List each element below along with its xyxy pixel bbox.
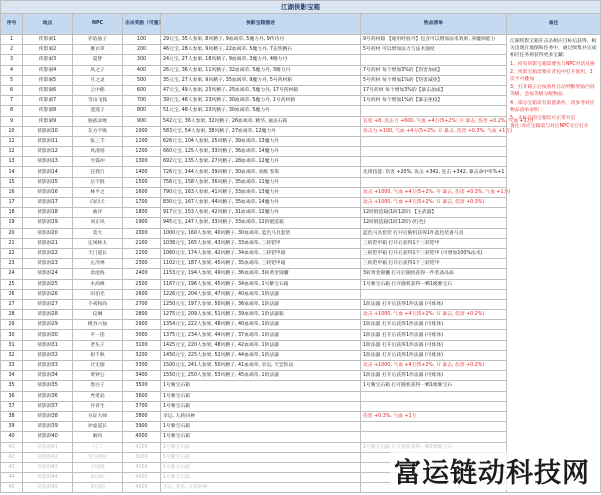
- kill-reward-cell: 2000: [123, 228, 161, 238]
- location-cell: 侠影洞26: [23, 289, 73, 299]
- npc-cell: 任我行: [73, 167, 123, 177]
- npc-cell: 赤焰仙子: [73, 35, 123, 45]
- npc-cell: 林平之: [73, 187, 123, 197]
- header-items: 物品清单: [361, 14, 507, 35]
- description-cell: 51元宝, 48人参果, 23风精子, 30血竭草, 5魔力丹: [161, 106, 361, 116]
- description-cell: 1号紫宝石箱: [161, 442, 361, 452]
- npc-cell: 曲洋: [73, 208, 123, 218]
- description-cell: 幸运, 九转回神: [161, 411, 361, 421]
- items-cell: 三转铠甲箱 打开后获得1个三转铠甲: [361, 238, 507, 248]
- location-cell: 侠影洞34: [23, 371, 73, 381]
- npc-cell: 平一指: [73, 330, 123, 340]
- kill-reward-cell: 2200: [123, 248, 161, 258]
- items-cell: 攻击 +1000, 气血 +4万(5+2%: 开 暴击, 伤害 +0.3%): [361, 198, 507, 208]
- description-cell: 1450元宝, 225人参果, 52风精子, 44血竭草, 1阶法器: [161, 350, 361, 360]
- items-cell: [361, 391, 507, 401]
- description-cell: 1号紫宝石箱: [161, 473, 361, 483]
- description-cell: 1号紫宝石箱: [161, 462, 361, 472]
- kill-reward-cell: 2700: [123, 299, 161, 309]
- npc-cell: 老头子: [73, 340, 123, 350]
- location-cell: 侠影洞30: [23, 330, 73, 340]
- description-cell: 1354元宝, 222人参果, 48风精子, 40血竭草, 1阶法器: [161, 320, 361, 330]
- location-cell: 侠影洞35: [23, 381, 73, 391]
- npc-cell: 祖千秋: [73, 350, 123, 360]
- items-cell: 17号药材 每个增加3%的【暴击加成】: [361, 85, 507, 95]
- kill-reward-cell: 800: [123, 106, 161, 116]
- items-cell: 攻击力 +100, 气血 +4万(5+2%: 开 暴击, 伤害 +0.3%, 气血 +1万): [361, 126, 507, 136]
- description-cell: 1号紫宝石箱: [161, 401, 361, 411]
- items-cell: 攻击 +1000, 气血 +4万(5+2%: 开 暴击, 伤害 +0.2%): [361, 310, 507, 320]
- row-number-cell: 2: [1, 45, 23, 55]
- kill-reward-cell: 2100: [123, 238, 161, 248]
- description-cell: 1153元宝, 194人参果, 49风精子, 36血竭草, 3转黄金锦囊: [161, 269, 361, 279]
- description-cell: 1425元宝, 220人参果, 48风精子, 42血竭草, 1阶法器: [161, 340, 361, 350]
- sheet-title: 江湖侠影宝箱: [1, 1, 601, 14]
- row-number-cell: 37: [1, 401, 23, 411]
- kill-reward-cell: 600: [123, 85, 161, 95]
- description-cell: 756元宝, 158人参果, 36风精子, 35血竭草, 11魔力丹: [161, 177, 361, 187]
- kill-reward-cell: 200: [123, 45, 161, 55]
- kill-reward-cell: 1400: [123, 167, 161, 177]
- row-number-cell: 42: [1, 452, 23, 462]
- location-cell: 侠影洞44: [23, 473, 73, 483]
- row-number-cell: 29: [1, 320, 23, 330]
- items-cell: 1阶法器 打开后获得1件法器 (可炼体): [361, 330, 507, 340]
- npc-cell: 田伯光: [73, 289, 123, 299]
- row-number-cell: 39: [1, 422, 23, 432]
- npc-cell: 解风: [73, 432, 123, 442]
- npc-cell: 仪琳: [73, 310, 123, 320]
- table-row: [1, 35, 601, 45]
- kill-reward-cell: 3000: [123, 330, 161, 340]
- note-line: 备注:对应宝箱需与对应NPC交互打开: [510, 124, 589, 130]
- header-row: [1, 14, 601, 35]
- description-cell: 1号紫宝石箱: [161, 391, 361, 401]
- location-cell: 侠影洞24: [23, 269, 73, 279]
- notes-cell: [507, 35, 601, 493]
- row-number-cell: 21: [1, 238, 23, 248]
- description-cell: 1号紫宝石箱: [161, 432, 361, 442]
- location-cell: 侠影洞43: [23, 462, 73, 472]
- location-cell: 侠影洞27: [23, 299, 73, 309]
- location-cell: 侠影洞40: [23, 432, 73, 442]
- items-cell: 9号药材箱 【通用经验丹】包含可以增加法术效果, 养魔师能力: [361, 35, 507, 45]
- description-cell: 830元宝, 167人参果, 44风精子, 35血竭草, 14魔力丹: [161, 198, 361, 208]
- description-cell: 39元宝, 48人参果, 23风精子, 30血竭草, 5魔力丹, 1号药材箱: [161, 96, 361, 106]
- location-cell: 侠影洞15: [23, 177, 73, 187]
- row-number-cell: 23: [1, 259, 23, 269]
- title-row: [1, 1, 601, 14]
- header-description: 侠影宝箱描述: [161, 14, 361, 35]
- npc-cell: 向问天: [73, 198, 123, 208]
- items-cell: 12阶锻造箱(1阶12阶) (红色): [361, 218, 507, 228]
- items-cell: 先锋技能: 伤害 +20%, 攻击 +342, 连击 +342, 暴击命中率%+1: [361, 167, 507, 177]
- row-number-cell: 20: [1, 228, 23, 238]
- npc-cell: 黑白子: [73, 381, 123, 391]
- npc-cell: 秃笔翁: [73, 391, 123, 401]
- npc-cell: 辛国梁: [73, 462, 123, 472]
- items-cell: 三转铠甲箱 打开后获得1个三转铠甲 (可增加100%法术): [361, 248, 507, 258]
- description-cell: 626元宝, 104人参果, 25风精子, 39血竭草, 13魔力丹: [161, 136, 361, 146]
- description-cell: 24元宝, 27人参果, 18风精子, 9血竭草, 3魔力丹, 4精力丹: [161, 55, 361, 65]
- items-cell: [361, 289, 507, 299]
- npc-cell: 木高峰: [73, 279, 123, 289]
- row-number-cell: 33: [1, 361, 23, 371]
- row-number-cell: 17: [1, 198, 23, 208]
- row-number-cell: 26: [1, 289, 23, 299]
- row-number-cell: 27: [1, 299, 23, 309]
- npc-cell: 岳不群: [73, 177, 123, 187]
- description-cell: 1250元宝, 197人参果, 50风精子, 36血竭草, 1阶法器: [161, 299, 361, 309]
- row-number-cell: 13: [1, 157, 23, 167]
- description-cell: 1550元宝, 250人参果, 53风精子, 45血竭草, 1阶法器: [161, 371, 361, 381]
- location-cell: 侠影洞38: [23, 411, 73, 421]
- note-line: 3、打开箱子后按条件自动判断奖励内容等级，会按等级分配物品: [510, 85, 595, 98]
- row-number-cell: 1: [1, 35, 23, 45]
- items-cell: 1号紫宝石箱 打开随机获得一颗1级紫宝石: [361, 442, 507, 452]
- kill-reward-cell: 1500: [123, 177, 161, 187]
- location-cell: 侠影洞28: [23, 310, 73, 320]
- location-cell: 侠影洞8: [23, 106, 73, 116]
- description-cell: 46元宝, 28人参果, 9风精子, 22血竭草, 5魔力丹, 7玄铁精石: [161, 45, 361, 55]
- npc-cell: 雪山飞狐: [73, 96, 123, 106]
- note-line: 4、部分宝箱需有前置条件，请参考对应物品清单说明: [510, 100, 595, 113]
- kill-reward-cell: 4500: [123, 483, 161, 493]
- location-cell: 侠影洞3: [23, 55, 73, 65]
- npc-cell: 逍遥子: [73, 106, 123, 116]
- npc-cell: 天门道长: [73, 248, 123, 258]
- items-cell: 三转铠甲箱 打开后获得1个三转铠甲: [361, 259, 507, 269]
- npc-cell: 白二: [73, 442, 123, 452]
- items-cell: 1阶法器 打开后获得1件法器 (可炼体): [361, 350, 507, 360]
- description-cell: 1275元宝, 209人参果, 51风精子, 39血竭草, 1阶法器箱: [161, 310, 361, 320]
- location-cell: 侠影洞41: [23, 442, 73, 452]
- npc-cell: 东方不败: [73, 126, 123, 136]
- items-cell: 1号紫宝石箱 打开随机获得一颗1级紫宝石: [361, 381, 507, 391]
- description-cell: 35元宝, 27人参果, 9风精子, 35血竭草, 9魔力丹, 5号药材箱: [161, 75, 361, 85]
- header-location: 地点: [23, 14, 73, 35]
- description-cell: 1060元宝, 174人参果, 42风精子, 34血竭草, 三转铠甲箱: [161, 248, 361, 258]
- kill-reward-cell: 2500: [123, 279, 161, 289]
- npc-cell: 左冷禅: [73, 259, 123, 269]
- row-number-cell: 16: [1, 187, 23, 197]
- kill-reward-cell: 500: [123, 75, 161, 85]
- kill-reward-cell: 1100: [123, 136, 161, 146]
- row-number-cell: 6: [1, 85, 23, 95]
- row-number-cell: 45: [1, 483, 23, 493]
- items-cell: 攻击 +1000, 气血 +4万(5+2%: 开 暴击, 伤害 +0.3%, 气血 +1万): [361, 187, 507, 197]
- header-no: 序号: [1, 14, 23, 35]
- location-cell: 侠影洞10: [23, 126, 73, 136]
- row-number-cell: 25: [1, 279, 23, 289]
- location-cell: 侠影洞16: [23, 187, 73, 197]
- kill-reward-cell: 1800: [123, 208, 161, 218]
- row-number-cell: 35: [1, 381, 23, 391]
- npc-cell: 黄钟公: [73, 371, 123, 381]
- location-cell: 侠影洞19: [23, 218, 73, 228]
- description-cell: 1226元宝, 204人参果, 47风精子, 40血竭草, 1阶法器: [161, 289, 361, 299]
- row-number-cell: 8: [1, 106, 23, 116]
- npc-cell: 张三丰: [73, 136, 123, 146]
- items-cell: 1阶法器 打开后获得1件法器 (可炼体): [361, 299, 507, 309]
- row-number-cell: 24: [1, 269, 23, 279]
- kill-reward-cell: 1700: [123, 198, 161, 208]
- location-cell: 侠影洞31: [23, 340, 73, 350]
- description-cell: 1375元宝, 234人参果, 44风精子, 37血竭草, 1阶法器: [161, 330, 361, 340]
- kill-reward-cell: 700: [123, 96, 161, 106]
- npc-cell: 觉月禅师: [73, 452, 123, 462]
- description-cell: 幸运, 鉴饰, 九转回神: [161, 483, 361, 493]
- header-notes: 备注: [507, 14, 601, 35]
- location-cell: 侠影洞42: [23, 452, 73, 462]
- row-number-cell: 31: [1, 340, 23, 350]
- location-cell: 侠影洞6: [23, 85, 73, 95]
- npc-cell: 独孤求败: [73, 116, 123, 126]
- items-cell: [361, 401, 507, 411]
- description-cell: 692元宝, 135人参果, 27风精子, 28血竭草, 12魔力丹: [161, 157, 361, 167]
- items-cell: 5号药材 可以增加法力与法术强度: [361, 45, 507, 55]
- npc-cell: 定闲师太: [73, 238, 123, 248]
- row-number-cell: 38: [1, 411, 23, 421]
- description-cell: 726元宝, 144人参果, 39风精子, 30血竭草, 高级 鉴饰: [161, 167, 361, 177]
- kill-reward-cell: 1000: [123, 126, 161, 136]
- kill-reward-cell: 1900: [123, 218, 161, 228]
- items-cell: [361, 106, 507, 116]
- kill-reward-cell: 3400: [123, 371, 161, 381]
- kill-reward-cell: 4400: [123, 473, 161, 483]
- description-cell: 1号紫宝石箱: [161, 381, 361, 391]
- row-number-cell: 34: [1, 371, 23, 381]
- location-cell: 侠影洞22: [23, 248, 73, 258]
- row-number-cell: 22: [1, 248, 23, 258]
- items-cell: [361, 147, 507, 157]
- row-number-cell: 43: [1, 462, 23, 472]
- description-cell: 917元宝, 153人参果, 42风精子, 31血竭草, 12魔力丹: [161, 208, 361, 218]
- kill-reward-cell: 4000: [123, 432, 161, 442]
- kill-reward-cell: 4300: [123, 462, 161, 472]
- npc-cell: 月之灵: [73, 75, 123, 85]
- description-cell: 790元宝, 163人参果, 41风精子, 33血竭草, 13魔力丹: [161, 187, 361, 197]
- items-cell: 1阶法器 打开后获得1件法器 (可炼体): [361, 320, 507, 330]
- row-number-cell: 32: [1, 350, 23, 360]
- npc-cell: 风清扬: [73, 147, 123, 157]
- npc-cell: 不戒和尚: [73, 299, 123, 309]
- description-cell: 945元宝, 147人参果, 33风精子, 33血竭草, 12阶锻造箱: [161, 218, 361, 228]
- npc-cell: 方证大师: [73, 411, 123, 421]
- description-cell: 29元宝, 35人参果, 8风精子, 9血竭草, 5魔力丹, 9传功丹: [161, 35, 361, 45]
- row-number-cell: 41: [1, 442, 23, 452]
- npc-cell: 丹青生: [73, 401, 123, 411]
- location-cell: 侠影洞37: [23, 401, 73, 411]
- row-number-cell: 10: [1, 126, 23, 136]
- kill-reward-cell: 2900: [123, 320, 161, 330]
- row-number-cell: 12: [1, 147, 23, 157]
- description-cell: 47元宝, 49人参果, 23风精子, 25血竭草, 5魔力丹, 17号药材箱: [161, 85, 361, 95]
- kill-reward-cell: 3100: [123, 340, 161, 350]
- location-cell: 侠影洞17: [23, 198, 73, 208]
- description-cell: 542元宝, 36人参果, 32风精子, 26血竭草, 精华, 通灵石箱: [161, 116, 361, 126]
- items-cell: 长度 +8, 攻击力 +600, 气血 +4万(5+2%: 开 暴击, 伤害 +0.2%, 气血 +1万): [361, 116, 507, 126]
- npc-cell: 黄国柏: [73, 483, 123, 493]
- description-cell: 1000元宝, 160人参果, 40风精子, 30血竭草, 蓝色马具套装: [161, 228, 361, 238]
- items-cell: 1阶法器 打开后获得1件法器 (可炼体): [361, 371, 507, 381]
- kill-reward-cell: 4200: [123, 452, 161, 462]
- items-cell: [361, 136, 507, 146]
- note-line: 1、持有侠影宝箱需要先与NPC对话兑换: [510, 61, 595, 67]
- location-cell: 侠影洞29: [23, 320, 73, 330]
- location-cell: 侠影洞14: [23, 167, 73, 177]
- header-npc: NPC: [73, 14, 123, 35]
- kill-reward-cell: 2400: [123, 269, 161, 279]
- npc-cell: 莫大: [73, 228, 123, 238]
- description-cell: 583元宝, 54人参果, 38风精子, 27血竭草, 12魔力丹: [161, 126, 361, 136]
- items-cell: 攻击 +1000, 气血 +4万(5+2%: 开 暴击, 伤害 +0.2%): [361, 361, 507, 371]
- items-cell: 1号紫宝石箱 打开随机获得一颗1级紫宝石: [361, 279, 507, 289]
- note-line: 5、未标注的宝箱均可正常开启: [510, 115, 576, 121]
- row-number-cell: 36: [1, 391, 23, 401]
- location-cell: 侠影洞12: [23, 147, 73, 157]
- items-cell: [361, 55, 507, 65]
- location-cell: 侠影洞45: [23, 483, 73, 493]
- kill-reward-cell: 2300: [123, 259, 161, 269]
- header-kill-reward: 击杀奖励（可重）: [123, 14, 161, 35]
- kill-reward-cell: 900: [123, 116, 161, 126]
- items-cell: [361, 422, 507, 432]
- npc-cell: 易国梓: [73, 473, 123, 483]
- kill-reward-cell: 300: [123, 55, 161, 65]
- row-number-cell: 30: [1, 330, 23, 340]
- row-number-cell: 7: [1, 96, 23, 106]
- row-number-cell: 19: [1, 218, 23, 228]
- row-number-cell: 14: [1, 167, 23, 177]
- items-cell: 5号药材 每个增加1%的【伤害减免】: [361, 75, 507, 85]
- location-cell: 侠影洞18: [23, 208, 73, 218]
- location-cell: 侠影洞7: [23, 96, 73, 106]
- location-cell: 侠影洞13: [23, 157, 73, 167]
- row-number-cell: 40: [1, 432, 23, 442]
- kill-reward-cell: 400: [123, 65, 161, 75]
- kill-reward-cell: 3600: [123, 391, 161, 401]
- npc-cell: 桃谷六仙: [73, 320, 123, 330]
- row-number-cell: 3: [1, 55, 23, 65]
- row-number-cell: 44: [1, 473, 23, 483]
- location-cell: 侠影洞9: [23, 116, 73, 126]
- row-number-cell: 11: [1, 136, 23, 146]
- location-cell: 侠影洞4: [23, 65, 73, 75]
- items-cell: [361, 432, 507, 442]
- description-cell: 660元宝, 125人参果, 33风精子, 36血竭草, 14魔力丹: [161, 147, 361, 157]
- npc-cell: 刘正风: [73, 218, 123, 228]
- description-cell: 1号紫宝石箱: [161, 452, 361, 462]
- row-number-cell: 5: [1, 75, 23, 85]
- items-cell: 1号药材 每个增加1%的【暴击免疫】: [361, 96, 507, 106]
- npc-cell: 计无施: [73, 361, 123, 371]
- kill-reward-cell: 3500: [123, 381, 161, 391]
- kill-reward-cell: 2800: [123, 310, 161, 320]
- kill-reward-cell: 4100: [123, 442, 161, 452]
- row-number-cell: 15: [1, 177, 23, 187]
- location-cell: 侠影洞20: [23, 228, 73, 238]
- note-line: 江湖侠影宝箱在击杀相应目标后获得，相关出现在地图和任务中，通过收集并完成相应任务将获得更多宝藏：: [510, 39, 597, 59]
- location-cell: 侠影洞5: [23, 75, 73, 85]
- kill-reward-cell: 2600: [123, 289, 161, 299]
- location-cell: 侠影洞25: [23, 279, 73, 289]
- items-cell: 12阶锻造箱(1阶12阶) 【主武器】: [361, 208, 507, 218]
- items-cell: [361, 177, 507, 187]
- description-cell: 1038元宝, 165人参果, 43风精子, 33血竭草, 三转铠甲: [161, 238, 361, 248]
- row-number-cell: 9: [1, 116, 23, 126]
- items-cell: 7号药材 每个增加3%的【伤害加成】: [361, 65, 507, 75]
- items-cell: 蓝色马具套装 打开后随机获得1件蓝色装备马具: [361, 228, 507, 238]
- location-cell: 侠影洞11: [23, 136, 73, 146]
- items-cell: [361, 157, 507, 167]
- items-cell: 1阶法器 打开后获得1件法器 (可炼体): [361, 340, 507, 350]
- description-cell: 1102元宝, 187人参果, 45风精子, 35血竭草, 三转铠甲箱: [161, 259, 361, 269]
- kill-reward-cell: 3700: [123, 401, 161, 411]
- description-cell: 1167元宝, 196人参果, 45风精子, 34血竭草, 1号紫宝石箱: [161, 279, 361, 289]
- items-cell: 伤害 +0.3%, 气血 +1万: [361, 411, 507, 421]
- description-cell: 26元宝, 36人参果, 11风精子, 32血竭草, 5魔力丹, 3精力丹: [161, 65, 361, 75]
- npc-cell: 夏梦: [73, 55, 123, 65]
- row-number-cell: 4: [1, 65, 23, 75]
- kill-reward-cell: 3300: [123, 361, 161, 371]
- npc-cell: 云中鹤: [73, 85, 123, 95]
- location-cell: 侠影洞23: [23, 259, 73, 269]
- watermark: 富运链动科技网: [390, 451, 594, 490]
- items-cell: 3转黄金锦囊 打开后随机获得一件装备品质: [361, 269, 507, 279]
- location-cell: 侠影洞21: [23, 238, 73, 248]
- location-cell: 侠影洞32: [23, 350, 73, 360]
- kill-reward-cell: 1600: [123, 187, 161, 197]
- kill-reward-cell: 3900: [123, 422, 161, 432]
- row-number-cell: 28: [1, 310, 23, 320]
- kill-reward-cell: 3800: [123, 411, 161, 421]
- npc-cell: 令狐冲: [73, 157, 123, 167]
- description-cell: 1号紫宝石箱: [161, 422, 361, 432]
- row-number-cell: 18: [1, 208, 23, 218]
- kill-reward-cell: 1300: [123, 157, 161, 167]
- npc-cell: 薰衣草: [73, 45, 123, 55]
- kill-reward-cell: 100: [123, 35, 161, 45]
- note-line: 2、侠影宝箱需要在背包中打开使用，1次不可叠加: [510, 69, 593, 82]
- kill-reward-cell: 3200: [123, 350, 161, 360]
- location-cell: 侠影洞2: [23, 45, 73, 55]
- location-cell: 侠影洞39: [23, 422, 73, 432]
- npc-cell: 风之子: [73, 65, 123, 75]
- location-cell: 侠影洞36: [23, 391, 73, 401]
- npc-cell: 冲虚道长: [73, 422, 123, 432]
- description-cell: 1500元宝, 241人参果, 50风精子, 41血竭草, 幸运, 天罡阵法: [161, 361, 361, 371]
- kill-reward-cell: 1200: [123, 147, 161, 157]
- npc-cell: 余沧海: [73, 269, 123, 279]
- location-cell: 侠影洞1: [23, 35, 73, 45]
- location-cell: 侠影洞33: [23, 361, 73, 371]
